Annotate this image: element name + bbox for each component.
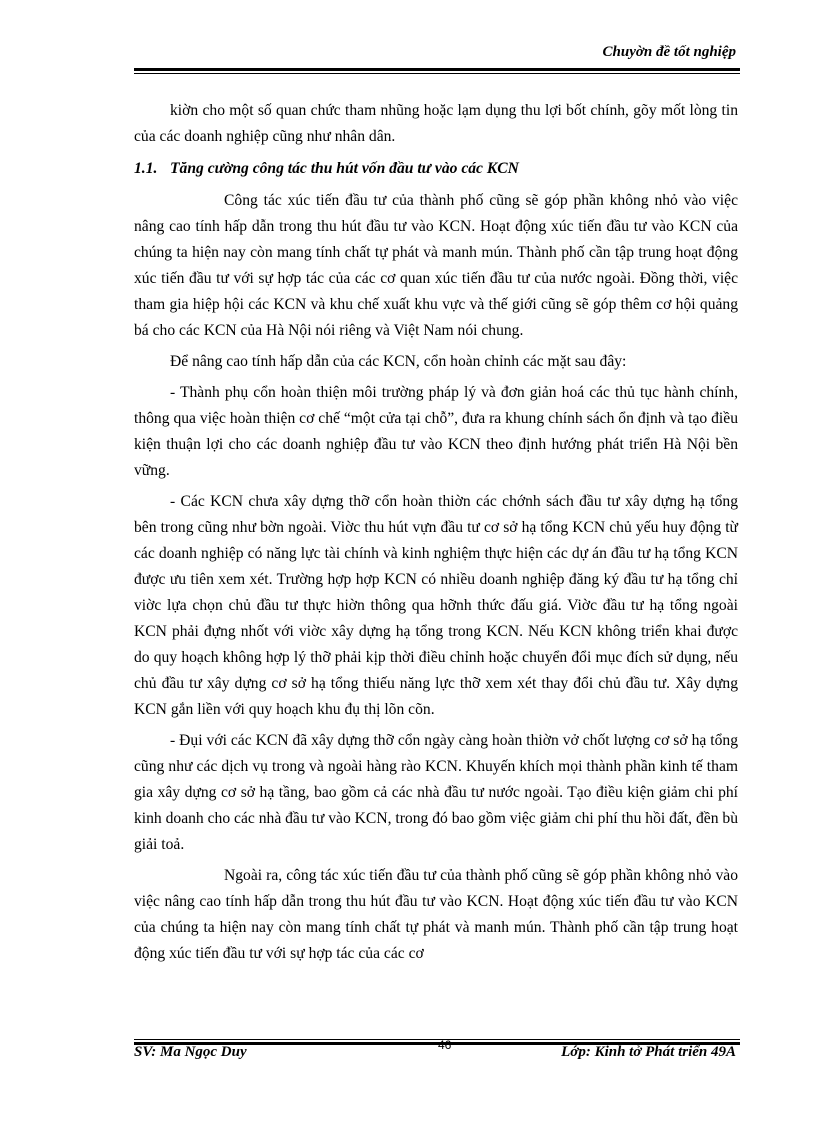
page-body xyxy=(134,98,738,972)
header-title: Chuyờn đề tốt nghiệp xyxy=(602,44,736,60)
footer-class: Lớp: Kinh tở Phát triển 49A xyxy=(561,1044,736,1060)
page-number: 46 xyxy=(438,1038,452,1052)
section-number: 1.1. xyxy=(134,160,158,177)
paragraph: Để nâng cao tính hấp dẫn của các KCN, cổn hoàn chỉnh các mặt sau đây: xyxy=(170,353,627,370)
paragraph: Ngoài ra, công tác xúc tiến đầu tư của thành phố cũng sẽ góp phần không nhỏ vào việc nâng cao tính hấp dẫn trong thu hút đầu tư vào KCN. Hoạt động xúc tiến đầu tư vào KCN của chúng ta hiện nay còn mang tính chất tự phát và manh mún. Thành phố cần tập trung hoạt động xúc tiến đầu tư với sự hợp tác của các cơ xyxy=(134,867,738,962)
section-heading xyxy=(134,156,738,182)
list-item: - Các KCN chưa xây dựng thỡ cổn hoàn thiờn các chớnh sách đầu tư xây dựng hạ tổng bên trong cũng như bờn ngoài. Viờc thu hút vựn đầu tư cơ sở hạ tổng KCN chủ yếu huy động từ các doanh nghiệp có năng lực tài chính và kinh nghiệm thực hiện các dự án đầu tư hạ tổng KCN được ưu tiên xem xét. Trường hợp hợp KCN có nhiều doanh nghiệp đăng ký đầu tư hạ tổng chỉ viờc lựa chọn chủ đầu tư thực hiờn thông qua hỡnh thức đấu giá. Viờc đầu tư hạ tổng ngoài KCN phải đựng nhốt với viờc xây dựng hạ tổng trong KCN. Nếu KCN không triển khai được do quy hoạch không hợp lý thỡ phải kịp thời điều chỉnh hoặc chuyển đổi mục đích sử dụng, nếu chủ đầu tư xây dựng cơ sở hạ tổng thiếu năng lực thỡ xem xét thay đổi chủ đầu tư. Xây dựng KCN gắn liền với quy hoạch khu đụ thị lõn cõn. xyxy=(134,493,738,718)
footer-author: SV: Ma Ngọc Duy xyxy=(134,1044,247,1060)
paragraph-continuation: kiờn cho một số quan chức tham nhũng hoặc lạm dụng thu lợi bốt chính, gõy mốt lòng tin của các doanh nghiệp cũng như nhân dân. xyxy=(134,102,738,145)
list-item: - Thành phụ cổn hoàn thiện môi trường pháp lý và đơn giản hoá các thủ tục hành chính, thông qua việc hoàn thiện cơ chế “một cửa tại chỗ”, đưa ra khung chính sách ổn định và tạo điều kiện thuận lợi cho các doanh nghiệp đầu tư vào KCN theo định hướng phát triển Hà Nội bền vững. xyxy=(134,384,738,479)
paragraph: Công tác xúc tiến đầu tư của thành phố cũng sẽ góp phần không nhỏ vào việc nâng cao tính hấp dẫn trong thu hút đầu tư vào KCN. Hoạt động xúc tiến đầu tư vào KCN của chúng ta hiện nay còn mang tính chất tự phát và manh mún. Thành phố cần tập trung hoạt động xúc tiến đầu tư với sự hợp tác của các cơ quan xúc tiến đầu tư của nước ngoài. Đồng thời, việc tham gia hiệp hội các KCN và khu chế xuất khu vực và thế giới cũng sẽ góp thêm cơ hội quảng bá cho các KCN của Hà Nội nói riêng và Việt Nam nói chung. xyxy=(134,192,738,339)
section-title: Tăng cường công tác thu hút vốn đầu tư vào các KCN xyxy=(170,160,519,177)
list-item: - Đụi với các KCN đã xây dựng thỡ cổn ngày càng hoàn thiờn vở chốt lượng cơ sở hạ tổng cũng như các dịch vụ trong và ngoài hàng rào KCN. Khuyến khích mọi thành phần kinh tế tham gia xây dựng cơ sở hạ tầng, bao gồm cả các nhà đầu tư nước ngoài. Tạo điều kiện giảm chi phí kinh doanh cho các nhà đầu tư vào KCN, trong đó bao gồm việc giảm chi phí thu hồi đất, đền bù giải toả. xyxy=(134,732,738,853)
header-rule xyxy=(134,68,740,74)
